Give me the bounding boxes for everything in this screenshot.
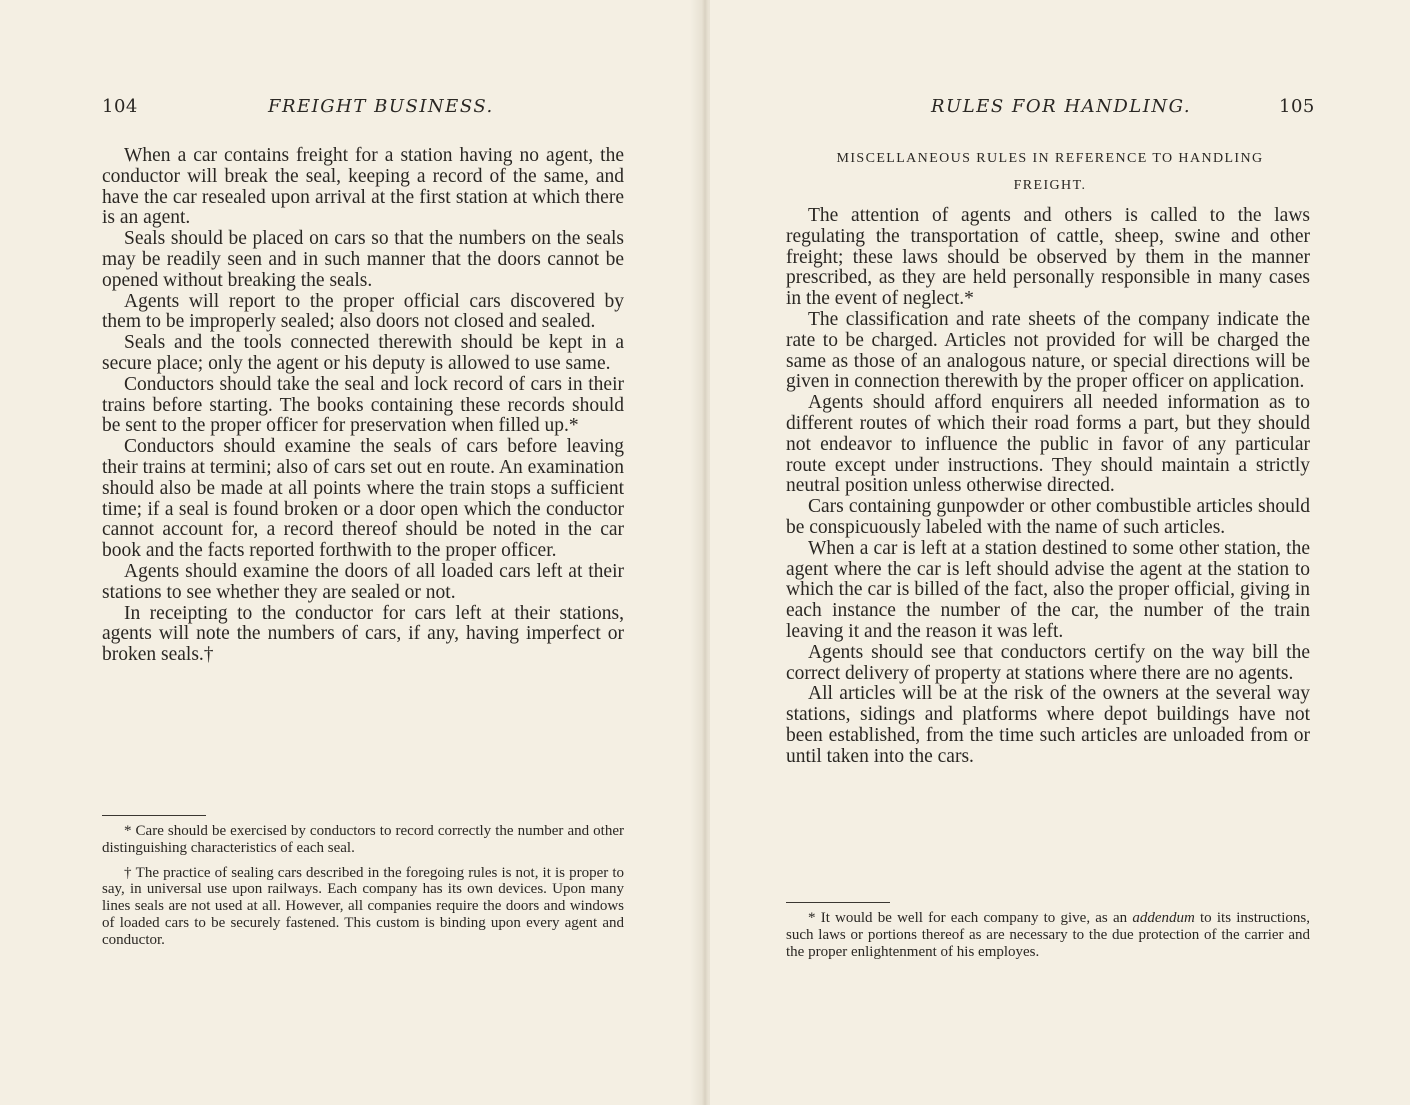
right-footnote-italic: addendum	[1132, 910, 1195, 926]
right-footnote-suffix: to its instructions, such laws or portions thereof as are necessary to the due protection of the carrier and the proper enlightenment of his employes.	[786, 910, 1310, 960]
left-page-number: 104	[102, 96, 138, 117]
left-footnote: * Care should be exercised by conductors to record correctly the number and other distinguishing characteristics of each seal.	[102, 823, 624, 856]
left-paragraph: Conductors should examine the seals of cars before leaving their trains at termini; also of cars set out en route. An examination should also be made at all points where the train stops a sufficient time; if a seal is found broken or a door open which the conductor cannot account for, a record thereof should be noted in the car book and the facts reported forthwith to the proper officer.	[102, 436, 624, 562]
left-paragraph: Agents will report to the proper official cars discovered by them to be improperly sealed; also doors not closed and sealed.	[102, 290, 624, 333]
right-body-text	[786, 206, 1310, 768]
left-running-title: FREIGHT BUSINESS.	[268, 96, 494, 117]
section-heading-line-2: FREIGHT.	[1013, 178, 1087, 193]
left-paragraph: In receipting to the conductor for cars left at their stations, agents will note the numbers of cars, if any, having imperfect or broken seals.†	[102, 602, 624, 666]
left-footnote: † The practice of sealing cars described in the foregoing rules is not, it is proper to say, in universal use upon railways. Each company has its own devices. Upon many lines seals are not used at all. However, all companies require the doors and windows of loaded cars to be securely fastened. This custom is binding upon every agent and conductor.	[102, 864, 624, 948]
right-page-number: 105	[1279, 96, 1315, 117]
section-heading	[786, 145, 1314, 199]
right-paragraph: When a car is left at a station destined to some other station, the agent where the car is left should advise the agent at the station to which the car is billed of the fact, also the proper official, giving in each instance the number of the car, the number of the train leaving it and the reason it was left.	[786, 537, 1310, 642]
right-footnote-prefix: * It would be well for each company to give, as an	[808, 910, 1133, 926]
left-body-text	[102, 146, 624, 666]
right-footnote-rule	[786, 902, 890, 903]
right-paragraph: All articles will be at the risk of the owners at the several way stations, sidings and platforms where depot buildings have not been established, from the time such articles are unloaded from or until taken into the cars.	[786, 683, 1310, 767]
left-footnotes	[102, 823, 624, 957]
right-footnote	[786, 910, 1310, 960]
right-running-title: RULES FOR HANDLING.	[931, 96, 1192, 117]
left-paragraph: When a car contains freight for a station having no agent, the conductor will break the seal, keeping a record of the same, and have the car resealed upon arrival at the first station at which there is an agent.	[102, 145, 624, 229]
right-paragraph: The attention of agents and others is called to the laws regulating the transportation of cattle, sheep, swine and other freight; these laws should be observed by them in the manner prescribed, as they are held personally responsible in many cases in the event of neglect.*	[786, 205, 1310, 310]
left-paragraph: Agents should examine the doors of all loaded cars left at their stations to see whether they are sealed or not.	[102, 560, 624, 603]
right-page	[710, 0, 1410, 1105]
left-paragraph: Seals should be placed on cars so that the numbers on the seals may be readily seen and in such manner that the doors cannot be opened without breaking the seals.	[102, 228, 624, 291]
right-paragraph: Agents should see that conductors certify on the way bill the correct delivery of property at stations where there are no agents.	[786, 641, 1310, 684]
right-footnotes	[786, 910, 1310, 968]
right-paragraph: Agents should afford enquirers all needed information as to different routes of which their road forms a part, but they should not endeavor to influence the public in favor of any particular route except under instructions. They should maintain a strictly neutral position unless otherwise directed.	[786, 392, 1310, 497]
section-heading-line-1: MISCELLANEOUS RULES IN REFERENCE TO HANDLING	[836, 151, 1264, 166]
left-page	[0, 0, 700, 1105]
left-paragraph: Conductors should take the seal and lock record of cars in their trains before starting. The books containing these records should be sent to the proper officer for preservation when filled up.*	[102, 373, 624, 437]
right-paragraph: The classification and rate sheets of the company indicate the rate to be charged. Articles not provided for will be charged the same as those of an analogous nature, or special directions will be given in connection therewith by the proper officer on application.	[786, 308, 1310, 393]
left-paragraph: Seals and the tools connected therewith should be kept in a secure place; only the agent or his deputy is allowed to use same.	[102, 332, 624, 374]
left-footnote-rule	[102, 815, 206, 816]
right-paragraph: Cars containing gunpowder or other combustible articles should be conspicuously labeled with the name of such articles.	[786, 496, 1310, 538]
